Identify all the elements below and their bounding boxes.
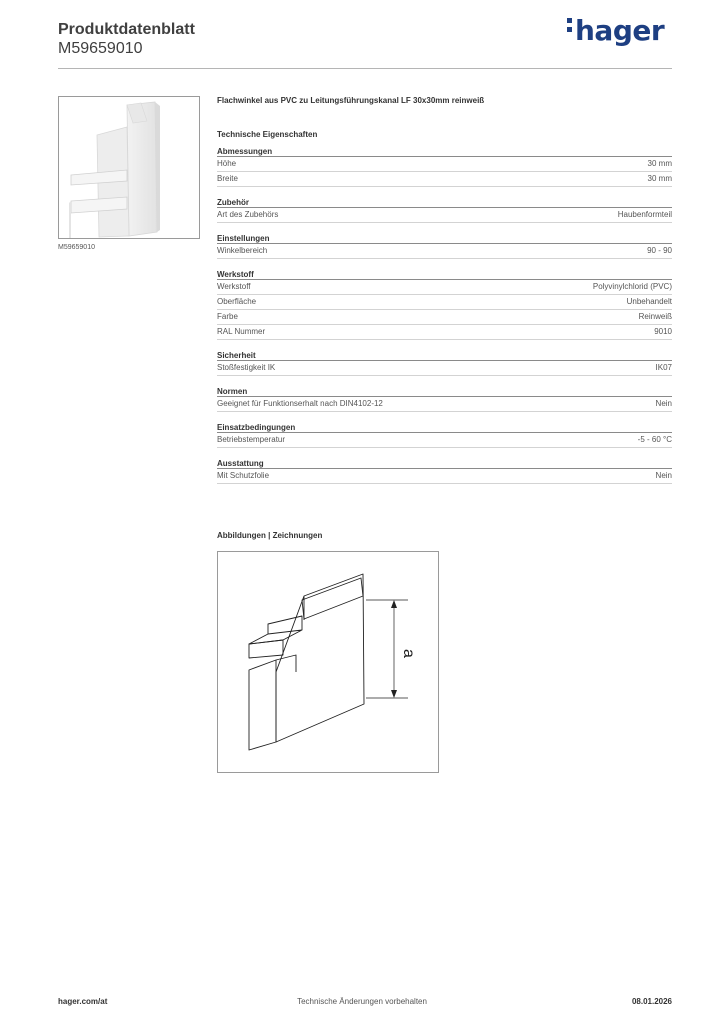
header-divider — [58, 68, 672, 69]
row-value: Nein — [655, 399, 672, 408]
section-einstellungen — [217, 233, 672, 259]
section-normen — [217, 386, 672, 412]
spec-content — [217, 96, 672, 484]
product-photo-icon — [59, 97, 199, 238]
row-label: Farbe — [217, 312, 238, 321]
table-row — [217, 280, 672, 295]
footer-website[interactable]: hager.com/at — [58, 997, 108, 1006]
drawings-heading: Abbildungen | Zeichnungen — [217, 531, 323, 540]
page-title: Produktdatenblatt — [58, 21, 195, 38]
section-title: Normen — [217, 386, 672, 397]
row-value: -5 - 60 °C — [637, 435, 672, 444]
table-row — [217, 310, 672, 325]
row-value: Unbehandelt — [626, 297, 672, 306]
row-value: Polyvinylchlorid (PVC) — [592, 282, 672, 291]
row-label: Betriebstemperatur — [217, 435, 286, 444]
section-title: Sicherheit — [217, 350, 672, 361]
drawing-icon — [218, 552, 438, 772]
row-label: RAL Nummer — [217, 327, 266, 336]
row-label: Höhe — [217, 159, 237, 168]
product-number: M59659010 — [58, 40, 143, 57]
tech-heading: Technische Eigenschaften — [217, 130, 318, 139]
product-photo — [58, 96, 200, 239]
row-value: 9010 — [654, 327, 672, 336]
table-row — [217, 397, 672, 412]
section-title: Einstellungen — [217, 233, 672, 244]
section-title: Abmessungen — [217, 146, 672, 157]
table-row — [217, 208, 672, 223]
table-row — [217, 244, 672, 259]
row-value: Reinweiß — [638, 312, 672, 321]
row-value: IK07 — [655, 363, 672, 372]
row-label: Mit Schutzfolie — [217, 471, 270, 480]
row-label: Art des Zubehörs — [217, 210, 279, 219]
footer-notice: Technische Änderungen vorbehalten — [297, 997, 427, 1006]
row-value: Nein — [655, 471, 672, 480]
row-label: Breite — [217, 174, 238, 183]
section-abmessungen — [217, 146, 672, 187]
row-label: Werkstoff — [217, 282, 251, 291]
table-row — [217, 433, 672, 448]
section-sicherheit — [217, 350, 672, 376]
table-row — [217, 172, 672, 187]
table-row — [217, 157, 672, 172]
section-zubehoer — [217, 197, 672, 223]
product-description: Flachwinkel aus PVC zu Leitungsführungskanal LF 30x30mm reinweiß — [217, 96, 485, 105]
logo-text: hager — [575, 14, 665, 47]
section-einsatzbedingungen — [217, 422, 672, 448]
section-title: Werkstoff — [217, 269, 672, 280]
row-value: 90 - 90 — [647, 246, 672, 255]
table-row — [217, 361, 672, 376]
row-value: 30 mm — [647, 159, 672, 168]
row-label: Geeignet für Funktionserhalt nach DIN4102-12 — [217, 399, 383, 408]
section-title: Ausstattung — [217, 458, 672, 469]
footer-date: 08.01.2026 — [631, 997, 672, 1006]
table-row — [217, 469, 672, 484]
section-title: Zubehör — [217, 197, 672, 208]
row-label: Stoßfestigkeit IK — [217, 363, 276, 372]
dimension-label: a — [400, 649, 417, 658]
table-row — [217, 295, 672, 310]
section-title: Einsatzbedingungen — [217, 422, 672, 433]
section-ausstattung — [217, 458, 672, 484]
row-label: Winkelbereich — [217, 246, 268, 255]
logo-colon-icon — [567, 18, 574, 36]
row-value: Haubenformteil — [617, 210, 672, 219]
section-werkstoff — [217, 269, 672, 340]
technical-drawing — [217, 551, 439, 773]
table-row — [217, 325, 672, 340]
hager-logo — [567, 14, 664, 47]
row-label: Oberfläche — [217, 297, 257, 306]
row-value: 30 mm — [647, 174, 672, 183]
photo-caption: M59659010 — [58, 244, 95, 251]
